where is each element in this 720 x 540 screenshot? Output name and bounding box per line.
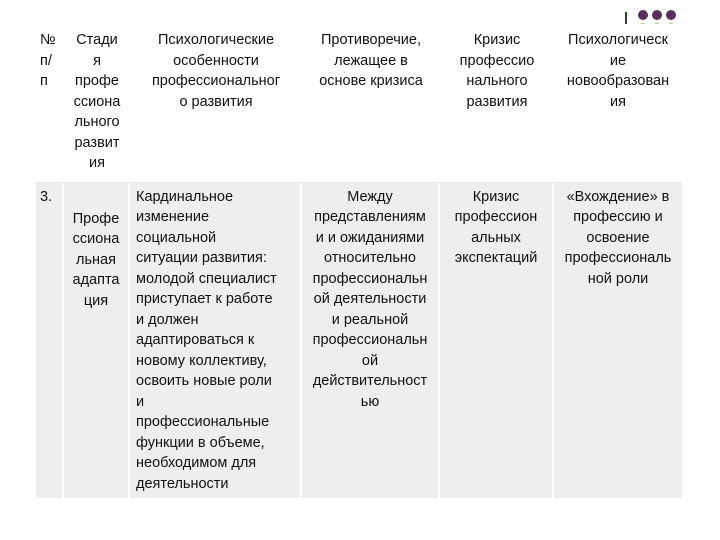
row-crisis: Кризис профессион альных экспектаций	[440, 183, 554, 499]
header-contradiction: Противоречие, лежащее в основе кризиса	[302, 24, 440, 183]
row-stage: Профе ссиона льная адапта ция	[64, 183, 130, 499]
row-neoformations: «Вхождение» в профессию и освоение профессиональ ной роли	[554, 183, 682, 499]
row-number: 3.	[36, 183, 64, 499]
header-stage: Стади я профе ссиона льного развит ия	[64, 24, 130, 183]
table-row	[36, 183, 682, 499]
decorative-dot	[638, 10, 648, 20]
table-header-row	[36, 24, 682, 183]
row-features: Кардинальное изменение социальной ситуации развития: молодой специалист приступает к работе и должен адаптироваться к новому коллективу, освоить новые роли и профессиональные функции в объеме, необходимом для деятельности	[130, 183, 302, 499]
header-neoformations: Психологическ ие новообразован ия	[554, 24, 682, 183]
crisis-table	[36, 24, 682, 498]
header-crisis: Кризис профессио нального развития	[440, 24, 554, 183]
row-contradiction: Между представлениям и и ожиданиями относительно профессиональн ой деятельности и реальной профессиональн ой действительност ью	[302, 183, 440, 499]
decorative-dot	[652, 10, 662, 20]
decorative-dot	[666, 10, 676, 20]
header-features: Психологические особенности профессиональног о развития	[130, 24, 302, 183]
header-number: № п/ п	[36, 24, 64, 183]
